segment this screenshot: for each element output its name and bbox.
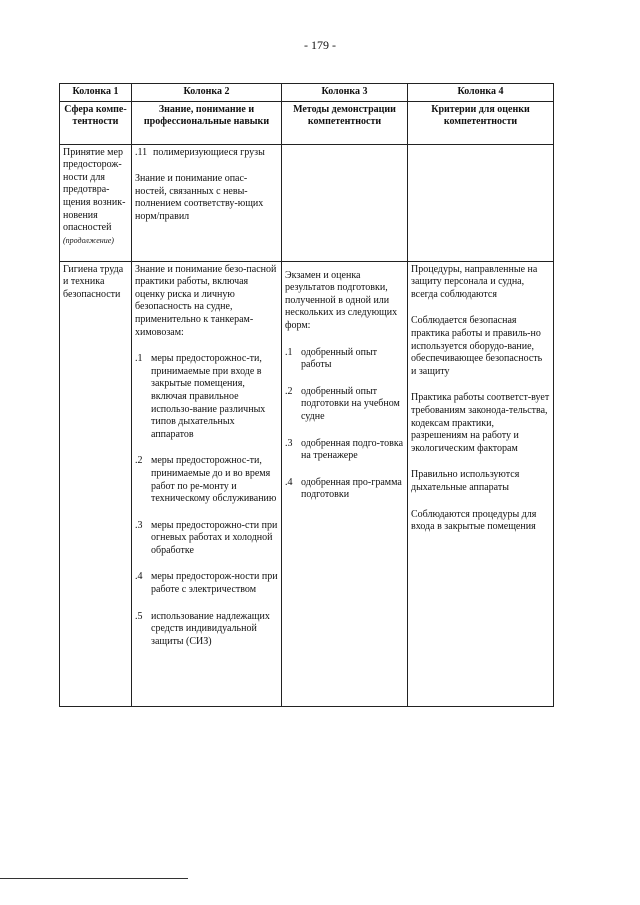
item-text: меры предосторожно-сти при огневых работах и холодной обработке bbox=[151, 519, 278, 556]
list-item bbox=[135, 611, 278, 649]
item-number: .2 bbox=[285, 385, 293, 397]
item-text: меры предосторожнос-ти, принимаемые до и во время работ по ре-монту и техническому обслуживанию bbox=[151, 455, 277, 505]
footnote-divider bbox=[0, 878, 188, 879]
subheader-competence-area: Сфера компе-тентности bbox=[60, 101, 132, 144]
subheader-row bbox=[60, 101, 554, 144]
criteria-paragraph: Процедуры, направленные на защиту персонала и судна, всегда соблюдаются bbox=[411, 263, 538, 300]
column-header-4: Колонка 4 bbox=[408, 84, 554, 102]
list-item bbox=[285, 347, 404, 372]
item-number: .1 bbox=[285, 346, 293, 358]
knowledge-intro: Знание и понимание безо-пасной практики работы, включая оценку риска и личную безопасность на судне, применительно к танкерам-химовозам: bbox=[135, 263, 277, 338]
item-number: .4 bbox=[135, 571, 143, 583]
criteria-paragraph: Практика работы соответст-вует требованиям законода-тельства, кодексам практики, разрешениям на работу и экологическим факторам bbox=[411, 392, 550, 454]
item-text: одобренный опыт работы bbox=[301, 346, 378, 371]
column-header-row bbox=[60, 84, 554, 102]
item-number: .1 bbox=[135, 353, 143, 365]
criteria-cell bbox=[408, 144, 554, 261]
list-item bbox=[285, 438, 404, 463]
competence-text: Принятие мер предосторож-ности для предотвра-щения возник-новения опасностей bbox=[63, 146, 126, 234]
subheader-knowledge: Знание, понимание и профессиональные навыки bbox=[132, 101, 282, 144]
subheader-demonstration-methods: Методы демонстрации компетентности bbox=[282, 101, 408, 144]
item-text: полимеризующиеся грузы bbox=[153, 146, 265, 158]
column-header-3: Колонка 3 bbox=[282, 84, 408, 102]
list-item bbox=[285, 477, 404, 502]
item-number: .4 bbox=[285, 476, 293, 488]
methods-cell bbox=[282, 261, 408, 706]
item-text: одобренная про-грамма подготовки bbox=[301, 476, 402, 501]
knowledge-paragraph: Знание и понимание опас-ностей, связанных с невы-полнением соответству-ющих норм/правил bbox=[135, 173, 264, 222]
list-item bbox=[285, 386, 404, 424]
criteria-paragraph: Соблюдается безопасная практика работы и правиль-но используется оборудо-вание, обеспечивающее безопасность и защиту bbox=[411, 315, 543, 377]
list-item bbox=[135, 520, 278, 558]
knowledge-cell bbox=[132, 144, 282, 261]
item-number: .3 bbox=[285, 437, 293, 449]
methods-intro: Экзамен и оценка результатов подготовки, полученной в одной или нескольких из следующих форм: bbox=[285, 269, 398, 331]
item-number: .11 bbox=[135, 146, 148, 158]
column-header-2: Колонка 2 bbox=[132, 84, 282, 102]
item-text: меры предосторожнос-ти, принимаемые при входе в закрытые помещения, включая правильное использо-вание различных типов дыхательных аппаратов bbox=[151, 353, 266, 440]
item-text: одобренный опыт подготовки на учебном судне bbox=[301, 385, 400, 422]
competence-cell bbox=[60, 261, 132, 706]
column-header-1: Колонка 1 bbox=[60, 84, 132, 102]
table-row bbox=[60, 144, 554, 261]
item-text: меры предосторож-ности при работе с электричеством bbox=[151, 571, 278, 596]
methods-cell bbox=[282, 144, 408, 261]
competence-table bbox=[59, 83, 554, 707]
continued-note: (продолжение) bbox=[63, 235, 114, 245]
list-item bbox=[135, 353, 278, 441]
competence-text: Гигиена труда и техника безопасности bbox=[63, 263, 124, 300]
item-text: использование надлежащих средств индивидуальной защиты (СИЗ) bbox=[151, 610, 270, 647]
criteria-paragraph: Соблюдаются процедуры для входа в закрытые помещения bbox=[411, 508, 537, 533]
list-item bbox=[135, 571, 278, 596]
criteria-paragraph: Правильно используются дыхательные аппараты bbox=[411, 469, 520, 493]
table-row bbox=[60, 261, 554, 706]
knowledge-cell bbox=[132, 261, 282, 706]
item-number: .2 bbox=[135, 455, 143, 467]
criteria-cell bbox=[408, 261, 554, 706]
competence-cell bbox=[60, 144, 132, 261]
item-text: одобренная подго-товка на тренажере bbox=[301, 437, 404, 462]
page-number: - 179 - bbox=[304, 38, 336, 52]
list-item bbox=[135, 455, 278, 505]
subheader-evaluation-criteria: Критерии для оценки компетентности bbox=[408, 101, 554, 144]
item-number: .5 bbox=[135, 610, 143, 622]
item-number: .3 bbox=[135, 519, 143, 531]
